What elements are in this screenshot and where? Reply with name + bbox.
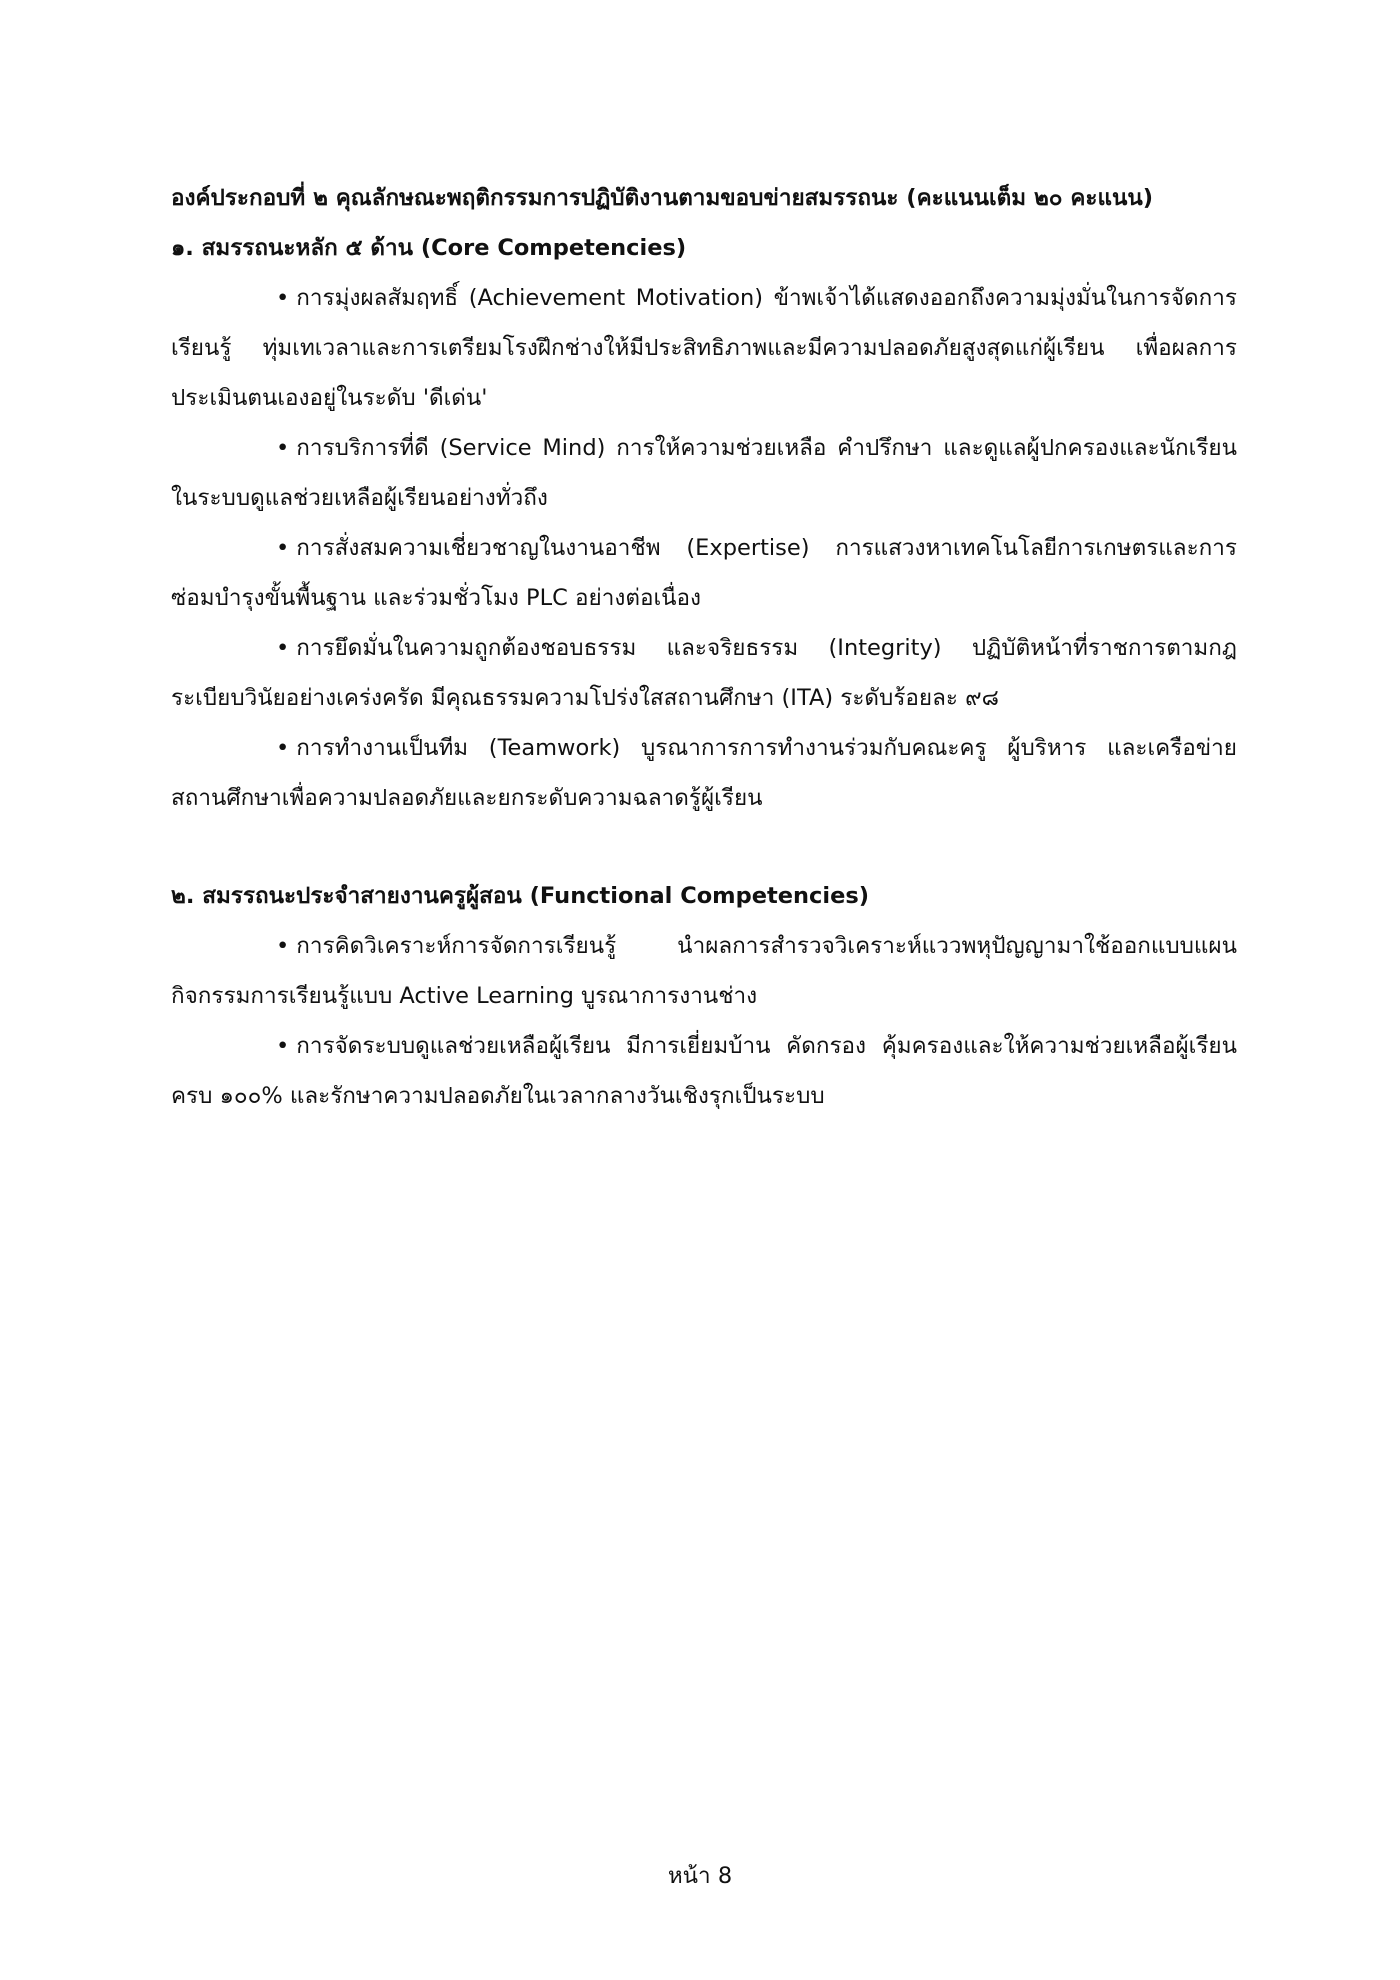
section-functional-competencies: [171, 871, 1237, 1121]
bullet-icon: •: [276, 635, 290, 661]
bullet-icon: •: [276, 933, 290, 959]
bullet-icon: •: [276, 435, 290, 461]
list-item: [171, 273, 1237, 423]
item-text: การคิดวิเคราะห์การจัดการเรียนรู้ นำผลการสำรวจวิเคราะห์แววพหุปัญญามาใช้ออกแบบแผนกิจกรรมการเรียนรู้แบบ Active Learning บูรณาการงานช่าง: [171, 933, 1237, 1009]
page-number: หน้า 8: [667, 1863, 733, 1889]
item-text: การยึดมั่นในความถูกต้องชอบธรรม และจริยธรรม (Integrity) ปฏิบัติหน้าที่ราชการตามกฎระเบียบวินัยอย่างเคร่งครัด มีคุณธรรมความโปร่งใสสถานศึกษา (ITA) ระดับร้อยละ ๙๘: [171, 635, 1237, 711]
item-text: การสั่งสมความเชี่ยวชาญในงานอาชีพ (Expertise) การแสวงหาเทคโนโลยีการเกษตรและการซ่อมบำรุงขั้นพื้นฐาน และร่วมชั่วโมง PLC อย่างต่อเนื่อง: [171, 535, 1237, 611]
item-text: การบริการที่ดี (Service Mind) การให้ความช่วยเหลือ คำปรึกษา และดูแลผู้ปกครองและนักเรียนในระบบดูแลช่วยเหลือผู้เรียนอย่างทั่วถึง: [171, 435, 1237, 511]
bullet-icon: •: [276, 735, 290, 761]
item-text: การทำงานเป็นทีม (Teamwork) บูรณาการการทำงานร่วมกับคณะครู ผู้บริหาร และเครือข่ายสถานศึกษาเพื่อความปลอดภัยและยกระดับความฉลาดรู้ผู้เรียน: [171, 735, 1237, 811]
item-text: การจัดระบบดูแลช่วยเหลือผู้เรียน มีการเยี่ยมบ้าน คัดกรอง คุ้มครองและให้ความช่วยเหลือผู้เรียนครบ ๑๐๐% และรักษาความปลอดภัยในเวลากลางวันเชิงรุกเป็นระบบ: [171, 1033, 1237, 1109]
list-item: [171, 723, 1237, 823]
document-title: องค์ประกอบที่ ๒ คุณลักษณะพฤติกรรมการปฏิบัติงานตามขอบข่ายสมรรถนะ (คะแนนเต็ม ๒๐ คะแนน): [171, 185, 1154, 211]
bullet-icon: •: [276, 535, 290, 561]
bullet-icon: •: [276, 1033, 290, 1059]
section-core-competencies: [171, 223, 1237, 823]
list-item: [171, 1021, 1237, 1121]
item-text: การมุ่งผลสัมฤทธิ์ (Achievement Motivation) ข้าพเจ้าได้แสดงออกถึงความมุ่งมั่นในการจัดการเรียนรู้ ทุ่มเทเวลาและการเตรียมโรงฝึกช่างให้มีประสิทธิภาพและมีความปลอดภัยสูงสุดแก่ผู้เรียน เพื่อผลการประเมินตนเองอยู่ในระดับ 'ดีเด่น': [171, 285, 1237, 411]
section-heading: ๒. สมรรถนะประจำสายงานครูผู้สอน (Functional Competencies): [171, 883, 870, 909]
list-item: [171, 921, 1237, 1021]
list-item: [171, 523, 1237, 623]
section-heading: ๑. สมรรถนะหลัก ๕ ด้าน (Core Competencies): [171, 235, 687, 261]
list-item: [171, 423, 1237, 523]
page-content: [171, 173, 1237, 1121]
bullet-icon: •: [276, 285, 290, 311]
list-item: [171, 623, 1237, 723]
